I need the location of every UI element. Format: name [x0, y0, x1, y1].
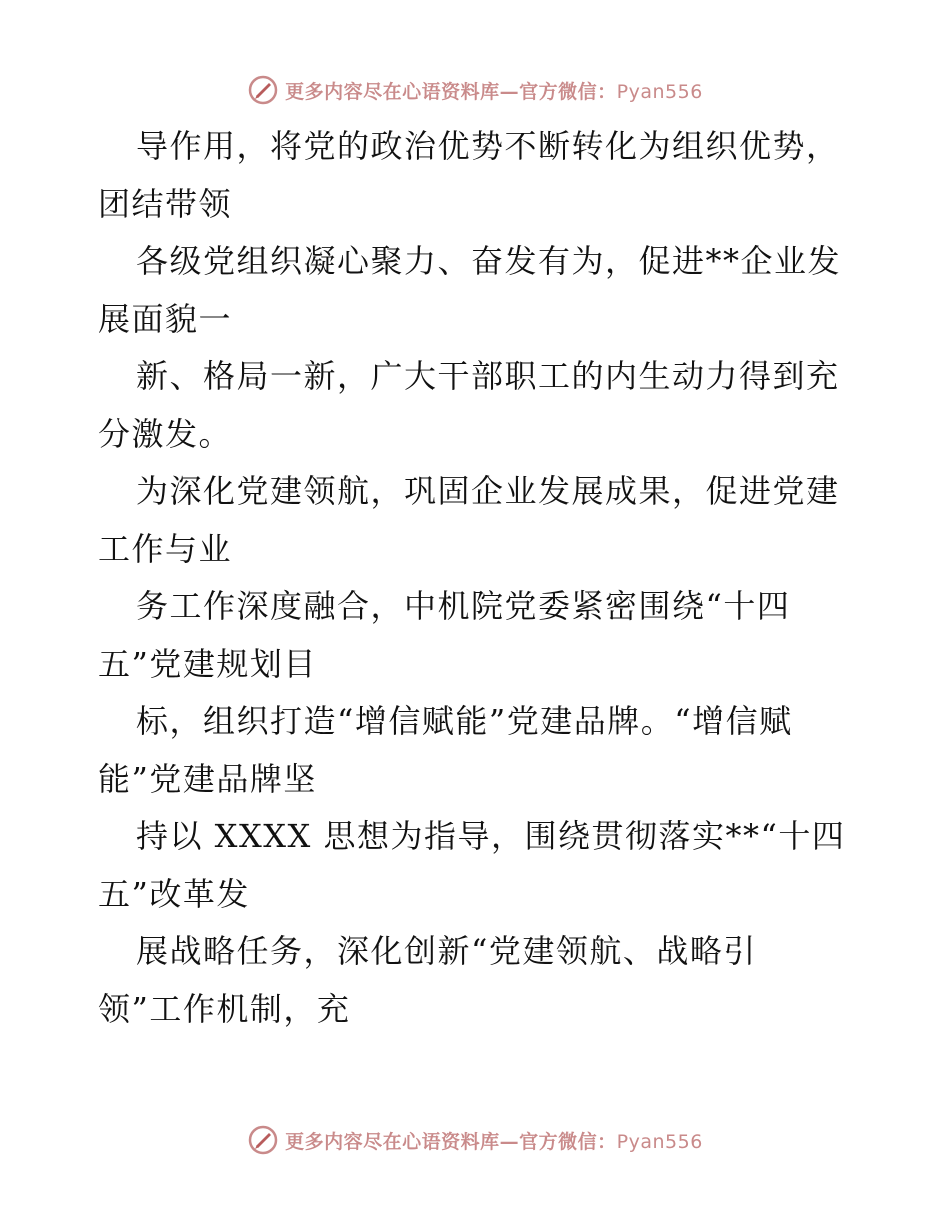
- document-body: [98, 118, 858, 1038]
- paragraph-line: 展战略任务，深化创新“党建领航、战略引: [136, 932, 757, 970]
- paragraph-line: 五”党建规划目: [98, 644, 317, 683]
- paragraph-line: 为深化党建领航，巩固企业发展成果，促进党建: [136, 472, 840, 510]
- paragraph-line: 标，组织打造“增信赋能”党建品牌。“增信赋: [136, 702, 793, 740]
- seal-logo-icon: [247, 74, 279, 106]
- watermark-text: 更多内容尽在心语资料库—官方微信：Pyan556: [285, 1130, 703, 1153]
- paragraph-line: 各级党组织凝心聚力、奋发有为，促进**企业发: [136, 242, 842, 280]
- paragraph-line: 五”改革发: [98, 874, 250, 913]
- footer-watermark: [0, 1120, 950, 1160]
- paragraph-line: 领”工作机制，充: [98, 989, 351, 1028]
- paragraph-line: 导作用，将党的政治优势不断转化为组织优势，: [136, 127, 840, 165]
- paragraph-line: 新、格局一新，广大干部职工的内生动力得到充: [136, 357, 840, 395]
- paragraph-line: 团结带领: [98, 184, 233, 223]
- paragraph-line: 能”党建品牌坚: [98, 759, 317, 798]
- seal-logo-icon: [247, 1124, 279, 1156]
- paragraph-line: 分激发。: [98, 414, 233, 453]
- paragraph-line: 展面貌一: [98, 299, 233, 338]
- header-watermark: [0, 70, 950, 110]
- watermark-text: 更多内容尽在心语资料库—官方微信：Pyan556: [285, 80, 703, 103]
- paragraph-line: 工作与业: [98, 529, 233, 568]
- paragraph-line: 持以 XXXX 思想为指导，围绕贯彻落实**“十四: [136, 817, 846, 855]
- paragraph-line: 务工作深度融合，中机院党委紧密围绕“十四: [136, 587, 791, 625]
